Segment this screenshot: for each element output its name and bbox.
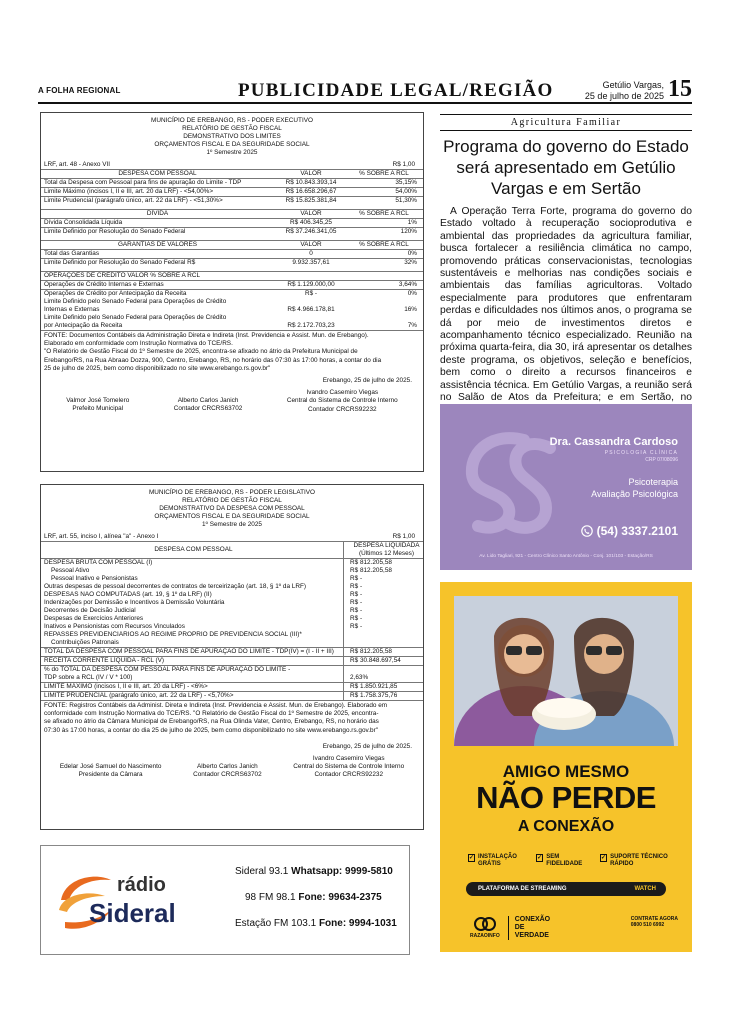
report-municipality: MUNICÍPIO DE EREBANGO, RS - PODER EXECUTIVO <box>151 117 313 124</box>
feature-label: SEM FIDELIDADE <box>546 854 583 867</box>
table-row <box>41 607 423 615</box>
ad-psychologist[interactable] <box>440 404 692 570</box>
signer-name: Alberto Carlos Janich <box>177 397 239 405</box>
cell: REPASSES PREVIDENCIÁRIOS AO REGIME PRÓPRIO DE PREVIDÊNCIA SOCIAL (III)* <box>44 631 302 638</box>
table-row <box>41 656 423 665</box>
cell: 51,30% <box>395 197 417 204</box>
signer-name: Alberto Carlos Janich <box>196 763 258 771</box>
cell: R$ 10.843.393,14 <box>285 179 337 186</box>
cell: 3,64% <box>398 281 417 288</box>
signer-extra: Contador CRCRS92232 <box>314 771 383 779</box>
table-row <box>41 196 423 205</box>
article-body: A Operação Terra Forte, programa do governo do Estado voltado à recuperação socioprodutiva e ambiental das propriedades da agricultura familiar, busca fortalecer a resiliência climática no campo, promovendo práticas conservacionistas, tecnologias sustentáveis e melhorias nas condições sociais e ambientais das famílias agricultoras. Voltado especialmente para produtores que enfrentaram perdas e dificuldades nos últimos anos, o programa se dá por meio de investimentos diretos e acompanhamento técnico especializado. Reunião na próxima quarta-feira, dia 30, irá apresentar os detalhes deste programa, os objetivos, seleção e benefícios, bem como o direito a recursos financeiros e assistência técnica. Em Getúlio Vargas, a reunião será no Salão de Atos da Prefeitura; e em Sertão, no <box>440 206 692 404</box>
cell: 120% <box>400 228 417 235</box>
col-head: % SOBRE A RCL <box>359 241 409 248</box>
table-row <box>41 682 423 691</box>
signer-name: Edelar José Samuel do Nascimento <box>59 763 162 771</box>
section-title: PUBLICIDADE LEGAL/REGIÃO <box>238 80 554 101</box>
cell: R$ 1.758.375,76 <box>343 692 423 700</box>
signer-role: Presidente da Câmara <box>78 771 143 779</box>
footer-line: Elaborado em conformidade com Instrução Normativa do TCE/RS. <box>44 340 233 348</box>
col-head: VALOR <box>300 210 322 217</box>
table-row <box>41 314 423 322</box>
table-row <box>41 665 423 674</box>
streaming-label: PLATAFORMA DE STREAMING <box>478 886 567 892</box>
people-illustration-icon <box>454 596 678 746</box>
cell: 9.932.357,61 <box>292 259 330 266</box>
cell: 54,00% <box>395 188 417 195</box>
table-row <box>41 280 423 289</box>
cell: Limite Prudencial (parágrafo único, art. 22 da LRF) - <51,30%> <box>44 197 223 204</box>
report2-rows <box>41 558 423 700</box>
brand-tagline: CONEXÃO DE VERDADE <box>508 916 558 940</box>
report-date: Erebango, 25 de julho de 2025. <box>322 742 412 750</box>
feature-label: SUPORTE TÉCNICO RÁPIDO <box>610 854 668 867</box>
contract-phone: 0800 510 6992 <box>630 922 665 928</box>
header-dateline <box>585 80 664 102</box>
cell: DESPESA BRUTA COM PESSOAL (I) <box>44 559 153 566</box>
cell: 0% <box>407 290 417 297</box>
report-heading <box>41 113 423 161</box>
lrf-ref: LRF, art. 55, inciso I, alínea "a" - Anexo I <box>44 533 159 540</box>
table-row <box>41 575 423 583</box>
contact: Fone: 99634-2375 <box>298 892 382 903</box>
feature-install <box>468 854 528 868</box>
cell: R$ - <box>343 599 423 607</box>
service-psychotherapy: Psicoterapia <box>628 477 678 487</box>
fiscal-report-legislative <box>40 484 424 830</box>
footer-line: FONTE: Registros Contábeis da Administ. Direta e Indireta (Inst. Previdencia e Assist. Mun. de Erebango). Elaborado em <box>44 702 388 709</box>
table-row <box>41 258 423 267</box>
section-label: Agricultura Familiar <box>440 114 692 131</box>
cell: Limite Definido pelo Senado Federal para Operações de Crédito <box>44 314 227 321</box>
cell: R$ - <box>343 591 423 599</box>
signatures <box>44 755 420 780</box>
cell: R$ - <box>343 583 423 591</box>
table-row <box>41 631 423 639</box>
col-head: DESPESA COM PESSOAL <box>154 546 233 553</box>
cell: R$ - <box>343 575 423 583</box>
phone-number: (54) 3337.2101 <box>596 524 678 538</box>
report-lrf-line <box>41 161 423 169</box>
radio-line-1 <box>235 866 393 877</box>
signer-extra: Contador CRCRS92232 <box>308 405 377 413</box>
signature <box>193 755 262 780</box>
col-head: VALOR <box>300 241 322 248</box>
report-footer <box>41 330 423 415</box>
slogan-line-2: NÃO PERDE <box>476 780 656 815</box>
check-icon: ✓ <box>537 855 543 861</box>
signatures <box>44 389 420 414</box>
table-header <box>41 240 423 249</box>
report-period: 1º Semestre 2025 <box>206 149 258 156</box>
report-period: 1º Semestre de 2025 <box>202 521 262 528</box>
signer-name: Ivandro Casemiro Viegas <box>306 389 379 397</box>
col-head: DÍVIDA <box>146 210 169 217</box>
col-head: % SOBRE A RCL <box>359 170 409 177</box>
signer-name: Valmor José Tomelero <box>66 397 130 405</box>
station: Estação FM 103.1 <box>235 918 319 929</box>
check-icon: ✓ <box>469 855 475 861</box>
cell: 32% <box>404 259 417 266</box>
cell: Inativos e Pensionistas com Recursos Vinculados <box>44 623 185 630</box>
cell: R$ 812.205,58 <box>343 559 423 567</box>
cell: Decorrentes de Decisão Judicial <box>44 607 136 614</box>
lrf-ref: LRF, art. 48 - Anexo VII <box>44 161 111 168</box>
doctor-name: Dra. Cassandra Cardoso <box>549 436 678 448</box>
cell: Operações de Crédito por Antecipação da Receita <box>44 290 187 297</box>
contact: Whatsapp: 9999-5810 <box>291 866 393 877</box>
cell: % do TOTAL DA DESPESA COM PESSOAL PARA FINS DE APURAÇÃO DO LIMITE - <box>44 666 291 673</box>
cell: 0% <box>407 250 417 257</box>
report-subtitle: DEMONSTRATIVO DOS LIMITES <box>183 133 281 140</box>
ad-internet-provider[interactable] <box>440 582 692 952</box>
cell: LIMITE PRUDENCIAL (parágrafo único, art. 22 da LRF) - <5,70%> <box>44 692 234 699</box>
col-head: (Últimos 12 Meses) <box>358 550 415 557</box>
phone-icon <box>581 525 593 537</box>
report-budget: ORÇAMENTOS FISCAL E DA SEGURIDADE SOCIAL <box>154 141 310 148</box>
col-head: OPERAÇÕES DE CRÉDITO VALOR % SOBRE A RCL <box>44 272 201 279</box>
col-head: DESPESA LIQUIDADA <box>353 542 420 549</box>
signature <box>293 755 404 780</box>
cell: R$ 37.246.341,05 <box>285 228 337 235</box>
feature-label: INSTALAÇÃO GRÁTIS <box>478 854 517 867</box>
table-row <box>41 558 423 567</box>
report-date: Erebango, 25 de julho de 2025. <box>322 377 412 385</box>
doctor-specialty: PSICOLOGIA CLÍNICA <box>604 450 678 456</box>
radio-logo-text-2: Sideral <box>89 898 176 928</box>
report-heading <box>41 485 423 533</box>
razao-logo-icon <box>474 917 496 931</box>
table-row <box>41 639 423 647</box>
cell: Total da Despesa com Pessoal para fins de apuração do Limite - TDP <box>44 179 242 186</box>
cell: TOTAL DA DESPESA COM PESSOAL PARA FINS DE APURAÇÃO DO LIMITE - TDP(IV) = (I - II + III) <box>44 648 334 655</box>
table-row <box>41 583 423 591</box>
ad-radio-sideral[interactable] <box>40 845 410 955</box>
cell: Limite Definido por Resolução do Senado Federal <box>44 228 186 235</box>
feature-no-contract <box>536 854 591 868</box>
cell: 7% <box>407 322 417 329</box>
cell: 0 <box>309 250 313 257</box>
footer-line: FONTE: Documentos Contábeis da Administração Direta e Indireta (Inst. Previdencia e Assist. Mun. de Erebango). <box>44 332 369 339</box>
service-assessment: Avaliação Psicológica <box>591 489 678 499</box>
ad-address: Av. Lido Tagliari, 921 - Centro Clínico Santo Antônio - Conj. 101/103 - Estação/RS <box>479 554 653 559</box>
col-head: % SOBRE A RCL <box>359 210 409 217</box>
cell: R$ 812.205,58 <box>343 567 423 575</box>
radio-line-2 <box>245 892 382 903</box>
table-header <box>41 209 423 218</box>
unit-label: R$ 1,00 <box>392 533 415 540</box>
signer-role: Central do Sistema de Controle Interno <box>286 397 398 405</box>
brand-name: RAZAOINFO <box>470 933 500 939</box>
table-row <box>41 647 423 656</box>
cell: R$ 4.966.178,81 <box>287 306 335 313</box>
cell: Limite Definido pelo Senado Federal para Operações de Crédito <box>44 298 227 305</box>
signer-role: Contador CRCRS63702 <box>193 771 262 779</box>
cell <box>343 631 423 639</box>
page-header <box>38 78 692 104</box>
table-row <box>41 289 423 298</box>
watch-logo: WATCH <box>634 886 656 892</box>
cell: R$ 812.205,58 <box>343 648 423 656</box>
cell: DESPESAS NÃO COMPUTADAS (art. 19, § 1º da LRF) (II) <box>44 591 212 598</box>
col-head: VALOR <box>300 170 322 177</box>
station: 98 FM 98.1 <box>245 892 299 903</box>
radio-logo <box>55 870 205 934</box>
fiscal-report-executive <box>40 112 424 472</box>
streaming-bar <box>466 882 666 896</box>
cell: Outras despesas de pessoal decorrentes de contratos de terceirização (art. 18, § 1º da LRF) <box>44 583 307 590</box>
footer-line: conformidade com Instrução Normativa do TCE/RS. "O Relatório de Gestão Fiscal do 1º Semestre de 2025, encontra- <box>44 710 379 718</box>
cell: Operações de Crédito Internas e Externas <box>44 281 164 288</box>
table-row <box>41 249 423 258</box>
cell: Pessoal Ativo <box>51 567 90 574</box>
cell: R$ 15.825.381,84 <box>285 197 337 204</box>
feature-support <box>600 854 680 868</box>
check-icon: ✓ <box>601 855 607 861</box>
table-row <box>41 306 423 314</box>
table-row <box>41 674 423 682</box>
cell: R$ 2.172.703,23 <box>287 322 335 329</box>
cell: Limite Definido por Resolução do Senado Federal R$ <box>44 259 196 266</box>
report-budget: ORÇAMENTOS FISCAL E DA SEGURIDADE SOCIAL <box>154 513 310 520</box>
cell: Internas e Externas <box>44 306 100 313</box>
signer-role: Central do Sistema de Controle Interno <box>293 763 405 771</box>
cell: por Antecipação da Receita <box>44 322 123 329</box>
friends-photo <box>454 596 678 746</box>
cell: R$ - <box>304 290 318 297</box>
slogan-line-3: A CONEXÃO <box>517 818 615 835</box>
signer-role: Contador CRCRS63702 <box>173 405 243 413</box>
signature <box>174 389 243 414</box>
cell: R$ 1.129.000,00 <box>287 281 335 288</box>
report-lrf-line <box>41 533 423 541</box>
footer-line: Erebango/RS, na Rua Abraao Dozza, 900, Centro, Erebango, RS, no horário das 07:30 às 17:00 horas, a contar do dia <box>44 356 382 364</box>
cell: TDP sobre a RCL (IV / V * 100) <box>44 674 133 681</box>
cell: R$ - <box>343 607 423 615</box>
report-type: RELATÓRIO DE GESTÃO FISCAL <box>182 497 282 504</box>
table-header <box>41 169 423 178</box>
report-subtitle: DEMONSTRATIVO DA DESPESA COM PESSOAL <box>159 505 305 512</box>
cell: Dívida Consolidada Líquida <box>44 219 123 226</box>
cell: R$ 30.848.697,54 <box>343 657 423 665</box>
slogan-line-1: AMIGO MESMO <box>502 762 630 781</box>
brand-logo <box>470 917 500 939</box>
cell <box>343 666 423 674</box>
station: Sideral 93.1 <box>235 866 292 877</box>
table-header <box>41 541 423 558</box>
cell: Total das Garantias <box>44 250 100 257</box>
contract-info[interactable] <box>631 916 678 928</box>
cell: Despesas de Exercícios Anteriores <box>44 615 144 622</box>
cell: Pessoal Inativo e Pensionistas <box>51 575 138 582</box>
footer-line: 25 de julho de 2025, bem como disponibilizado no site www.erebango.rs.gov.br" <box>44 364 271 372</box>
contact: Fone: 9994-1031 <box>318 918 397 929</box>
psychology-logo-icon <box>454 428 564 538</box>
header-date: 25 de julho de 2025 <box>584 91 664 101</box>
table-row <box>41 298 423 306</box>
table-row <box>41 322 423 330</box>
cell: 1% <box>407 219 417 226</box>
footer-line: 07:30 às 17:00 horas, a contar do dia 25 de julho de 2025, bem como disponibilizado no site www.erebango.rs.gov.br" <box>44 726 378 734</box>
table-row <box>41 227 423 236</box>
table-row <box>41 599 423 607</box>
signature <box>287 389 398 414</box>
cell: R$ 406.345,25 <box>290 219 332 226</box>
header-city: Getúlio Vargas, <box>602 80 664 90</box>
article-headline: Programa do governo do Estado será apresentado em Getúlio Vargas e em Sertão <box>443 137 689 198</box>
footer-line: se afixado no átrio da Câmara Municipal de Erebango/RS, na Rua Olinda Vater, Centro, Erebango, RS, no horário das <box>44 718 379 726</box>
table-row <box>41 615 423 623</box>
table-row <box>41 623 423 631</box>
doctor-crp: CRP 07/08096 <box>645 457 678 463</box>
unit-label: R$ 1,00 <box>392 161 415 168</box>
report-municipality: MUNICÍPIO DE EREBANGO, RS - PODER LEGISLATIVO <box>148 489 316 496</box>
col-head: GARANTIAS DE VALORES <box>117 241 198 248</box>
table-row <box>41 591 423 599</box>
page-number: 15 <box>668 76 692 102</box>
table-row <box>41 691 423 700</box>
signature <box>60 755 162 780</box>
cell: R$ - <box>343 623 423 631</box>
radio-logo-text-1: rádio <box>117 874 166 896</box>
brand-footer <box>470 916 558 940</box>
contract-label: CONTRATE AGORA <box>630 916 678 922</box>
paper-name: A FOLHA REGIONAL <box>38 86 121 95</box>
cell <box>343 639 423 647</box>
cell: R$ 16.658.296,67 <box>285 188 337 195</box>
cell: Limite Máximo (incisos I, II e III, art. 20 da LRF) - <54,00%> <box>44 188 214 195</box>
ad-phone[interactable] <box>581 524 678 538</box>
cell: R$ 1.850.921,85 <box>343 683 423 691</box>
table-row <box>41 218 423 227</box>
table-row <box>41 178 423 187</box>
report-footer <box>41 700 423 781</box>
signature <box>66 389 129 414</box>
cell: LIMITE MÁXIMO (incisos I, II e III, art. 20 da LRF) - <6%> <box>44 683 208 690</box>
cell: R$ - <box>343 615 423 623</box>
signer-role: Prefeito Municipal <box>72 405 124 413</box>
footer-line: "O Relatório de Gestão Fiscal do 1º Semestre de 2025, encontra-se afixado no átrio da Prefeitura Municipal de <box>44 348 358 356</box>
signer-name: Ivandro Casemiro Viegas <box>312 755 385 763</box>
table-header <box>41 271 423 280</box>
cell: Indenizações por Demissão e Incentivos à Demissão Voluntária <box>44 599 225 606</box>
cell: 35,15% <box>395 179 417 186</box>
col-head: DESPESA COM PESSOAL <box>118 170 197 177</box>
cell: RECEITA CORRENTE LÍQUIDA - RCL (V) <box>44 657 165 664</box>
col-head-right <box>343 542 423 558</box>
cell: Contribuições Patronais <box>51 639 119 646</box>
table-row <box>41 187 423 196</box>
cell: 2,63% <box>343 674 423 682</box>
radio-line-3 <box>235 918 397 929</box>
report-type: RELATÓRIO DE GESTÃO FISCAL <box>182 125 282 132</box>
cell: 16% <box>404 306 417 313</box>
table-row <box>41 567 423 575</box>
